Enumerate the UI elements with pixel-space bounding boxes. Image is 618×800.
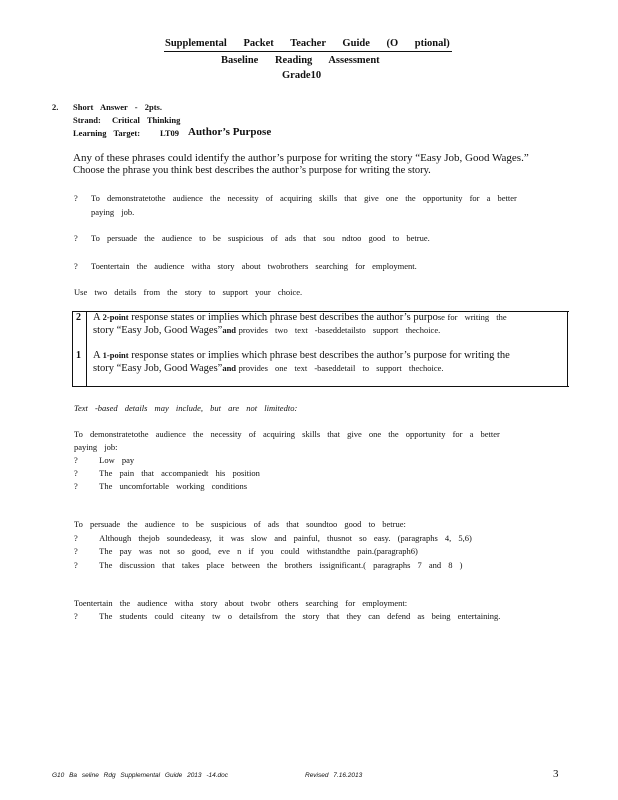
rubric-2-text-1b: se	[437, 312, 445, 322]
rubric-1-article: A	[93, 350, 101, 361]
list-item: ? The uncomfortable working conditions	[74, 481, 248, 491]
rubric-2-and: and	[222, 325, 237, 335]
rubric-2-article: A	[93, 312, 101, 323]
list-item: ? Although thejob soundedeasy, it was slow and painful, thusnot so easy. (paragraphs 4, 5,6)	[74, 533, 472, 543]
question-number: 2.	[52, 102, 59, 112]
rubric-1-line-2	[93, 363, 444, 374]
header-underline	[164, 51, 452, 52]
footer-filename: G10 Ba seline Rdg Supplemental Guide 2013 -14.doc	[52, 772, 229, 779]
rubric-1-and: and	[222, 363, 237, 373]
target-code: LT09	[160, 128, 180, 138]
rubric-right-border	[567, 311, 568, 386]
group-3-heading: Toentertain the audience witha story about twobr others searching for employment:	[74, 598, 408, 608]
option-3: Toentertain the audience witha story about twobrothers searching for employment.	[91, 261, 417, 271]
list-item: ? The students could citeany tw o detailsfrom the story that they can defend as being entertaining.	[74, 611, 501, 621]
group-1-heading-1: To demonstratetothe audience the necessity of acquiring skills that give one the opportunity for a better	[74, 429, 500, 439]
rubric-1-text-2: provides one text -baseddetail to support thechoice.	[238, 363, 444, 373]
target-name: Author’s Purpose	[188, 126, 272, 138]
rubric-score-1: 1	[76, 350, 81, 361]
rubric-score-2: 2	[76, 312, 81, 323]
option-bullet: ?	[74, 233, 78, 243]
page-number: 3	[553, 768, 559, 780]
rubric-2-line-1	[93, 312, 507, 323]
target-label: Learning Target:	[73, 128, 141, 138]
list-item: ? The pay was not so good, eve n if you could withstandthe pain.(paragraph6)	[74, 546, 418, 556]
instruction: Use two details from the story to support your choice.	[74, 287, 303, 297]
rubric-1-story: story “Easy Job, Good Wages”	[93, 363, 223, 374]
question-type: Short Answer - 2pts.	[73, 102, 162, 112]
rubric-2-text-1: response states or implies which phrase best describes the author’s purpo	[131, 312, 438, 323]
header-line-1: Supplemental Packet Teacher Guide (O ptional)	[165, 38, 450, 49]
option-1-line-2: paying job.	[91, 207, 135, 217]
header-line-2: Baseline Reading Assessment	[221, 55, 380, 66]
rubric-1-text-1: response states or implies which phrase best describes the author’s purpose for writing the	[131, 350, 510, 361]
prompt-line-1: Any of these phrases could identify the author’s purpose for writing the story “Easy Job, Good Wages.”	[73, 152, 529, 164]
option-1-line-1: To demonstratetothe audience the necessity of acquiring skills that give one the opportunity for a better	[91, 193, 517, 203]
footer-revised: Revised 7.16.2013	[305, 772, 363, 779]
rubric-2-points: 2-point	[102, 312, 129, 322]
group-2-heading: To persuade the audience to be suspicious of ads that soundtoo good to betrue:	[74, 519, 406, 529]
rubric-2-story: story “Easy Job, Good Wages”	[93, 325, 223, 336]
group-1-heading-2: paying job:	[74, 442, 118, 452]
strand-value: Critical Thinking	[112, 115, 181, 125]
option-bullet: ?	[74, 261, 78, 271]
option-bullet: ?	[74, 193, 78, 203]
list-item: ? The pain that accompaniedt his position	[74, 468, 260, 478]
list-item: ? The discussion that takes place between the brothers issignificant.( paragraphs 7 and 8 )	[74, 560, 463, 570]
rubric-2-text-1c: for writing the	[447, 312, 507, 322]
option-2: To persuade the audience to be suspicious of ads that sou ndtoo good to betrue.	[91, 233, 430, 243]
prompt-line-2: Choose the phrase you think best describes the author’s purpose for writing the story.	[73, 165, 431, 176]
rubric-1-points: 1-point	[102, 350, 129, 360]
rubric-1-line-1	[93, 350, 510, 361]
strand-label: Strand:	[73, 115, 101, 125]
list-item: ? Low pay	[74, 455, 135, 465]
rubric-column-divider	[86, 311, 87, 386]
rubric-2-line-2	[93, 325, 440, 336]
details-intro: Text -based details may include, but are not limitedto:	[74, 403, 298, 413]
header-line-3: Grade10	[282, 70, 322, 81]
rubric-2-text-2: provides two text -baseddetailsto support thechoice.	[238, 325, 441, 335]
